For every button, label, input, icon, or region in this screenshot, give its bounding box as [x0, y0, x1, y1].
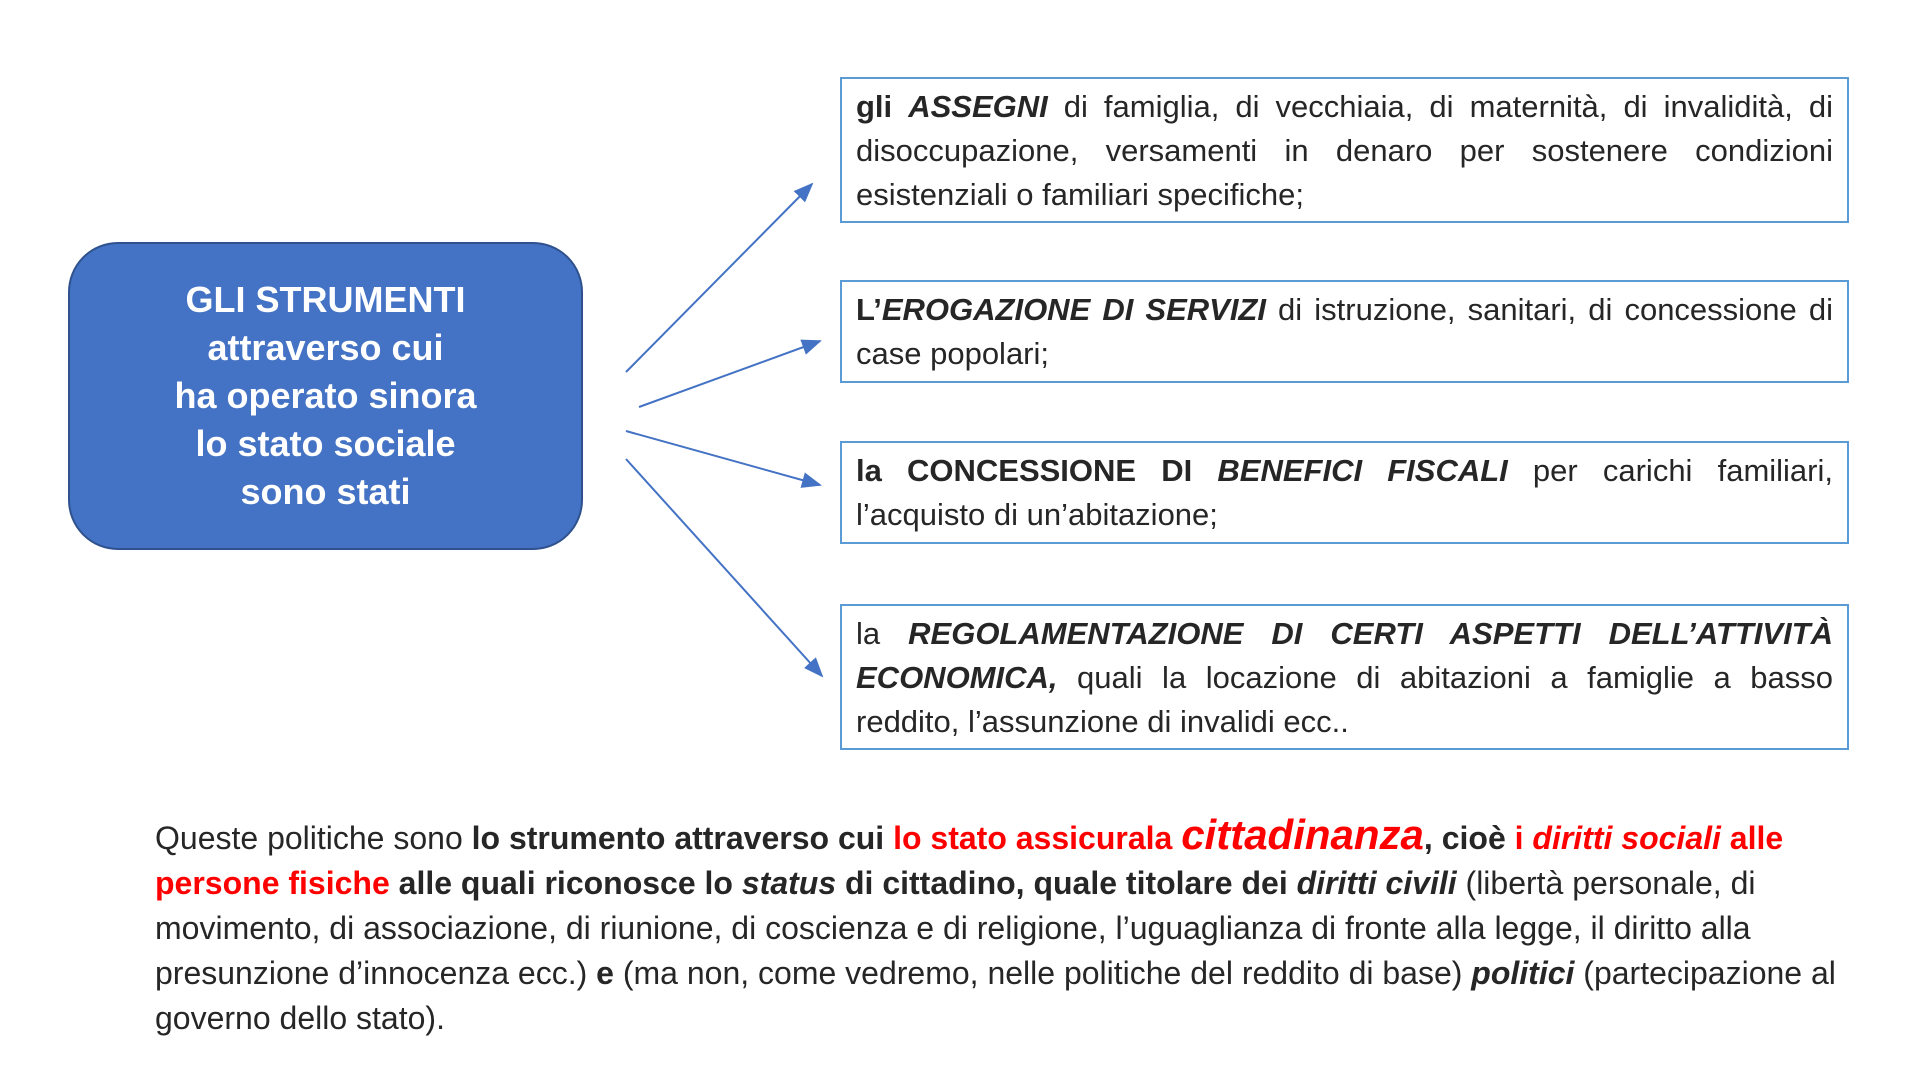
item-regolamentazione [840, 604, 1849, 750]
main-box-line: attraverso cui [207, 327, 444, 368]
item-text: per carichi familiari, l’acquisto di un’abitazione; [856, 453, 1833, 532]
text: (ma non, come vedremo, nelle politiche del reddito di base) [613, 955, 1472, 991]
text-bold: alle quali riconosce lo [389, 865, 742, 901]
arrow-to-servizi [639, 341, 820, 407]
item-text: di famiglia, di vecchiaia, di maternità, di invalidità, di disoccupazione, versamenti in denaro per sostenere condizioni esistenziali o familiari specifiche; [856, 89, 1833, 212]
text-bold: e [596, 955, 614, 991]
text: (libertà personale, di movimento, di associazione, di riunione, di coscienza e di religione, l’uguaglianza di fronte alla legge, il diritto alla presunzione d’innocenza ecc.) [155, 865, 1756, 991]
item-keyword: ASSEGNI [908, 89, 1048, 124]
arrow-to-regolamentazione [626, 459, 822, 676]
item-keyword: EROGAZIONE DI SERVIZI [881, 292, 1266, 327]
keyword-diritti-sociali: diritti sociali [1532, 820, 1721, 856]
main-box-line: lo stato sociale [195, 423, 456, 464]
text-red: lo stato assicurala [893, 820, 1182, 856]
keyword-politici: politici [1471, 955, 1575, 991]
arrow-to-benefici [626, 431, 820, 485]
arrow-to-assegni [626, 184, 812, 372]
keyword-diritti-civili: diritti civili [1296, 865, 1457, 901]
text-red: alle persone fisiche [155, 820, 1784, 901]
text: Queste politiche sono [155, 820, 472, 856]
summary-paragraph [155, 812, 1845, 1041]
item-benefici-fiscali [840, 441, 1849, 544]
item-text: di istruzione, sanitari, di concessione di case popolari; [856, 292, 1833, 371]
text-bold: lo strumento attraverso cui [471, 820, 894, 856]
text-red: i [1514, 820, 1533, 856]
text: (partecipazione al governo dello stato). [155, 955, 1836, 1036]
text-bold: di cittadino, quale titolare dei [836, 865, 1297, 901]
item-lead: la CONCESSIONE DI [856, 453, 1218, 488]
item-servizi [840, 280, 1849, 383]
item-keyword: REGOLAMENTAZIONE DI CERTI ASPETTI DELL’ATTIVITÀ ECONOMICA, [856, 616, 1834, 695]
item-lead: L’ [856, 292, 882, 327]
item-lead: gli [856, 89, 909, 124]
text-bold: , cioè [1423, 820, 1515, 856]
main-box-line: sono stati [240, 471, 411, 512]
keyword-status: status [741, 865, 837, 901]
item-keyword: BENEFICI FISCALI [1217, 453, 1508, 488]
main-box-line: GLI STRUMENTI [185, 279, 466, 320]
keyword-cittadinanza: cittadinanza [1181, 811, 1424, 858]
main-box-line: ha operato sinora [174, 375, 477, 416]
item-assegni [840, 77, 1849, 223]
item-text: quali la locazione di abitazioni a famiglie a basso reddito, l’assunzione di invalidi ecc.. [856, 660, 1833, 739]
item-lead: la [856, 616, 909, 651]
